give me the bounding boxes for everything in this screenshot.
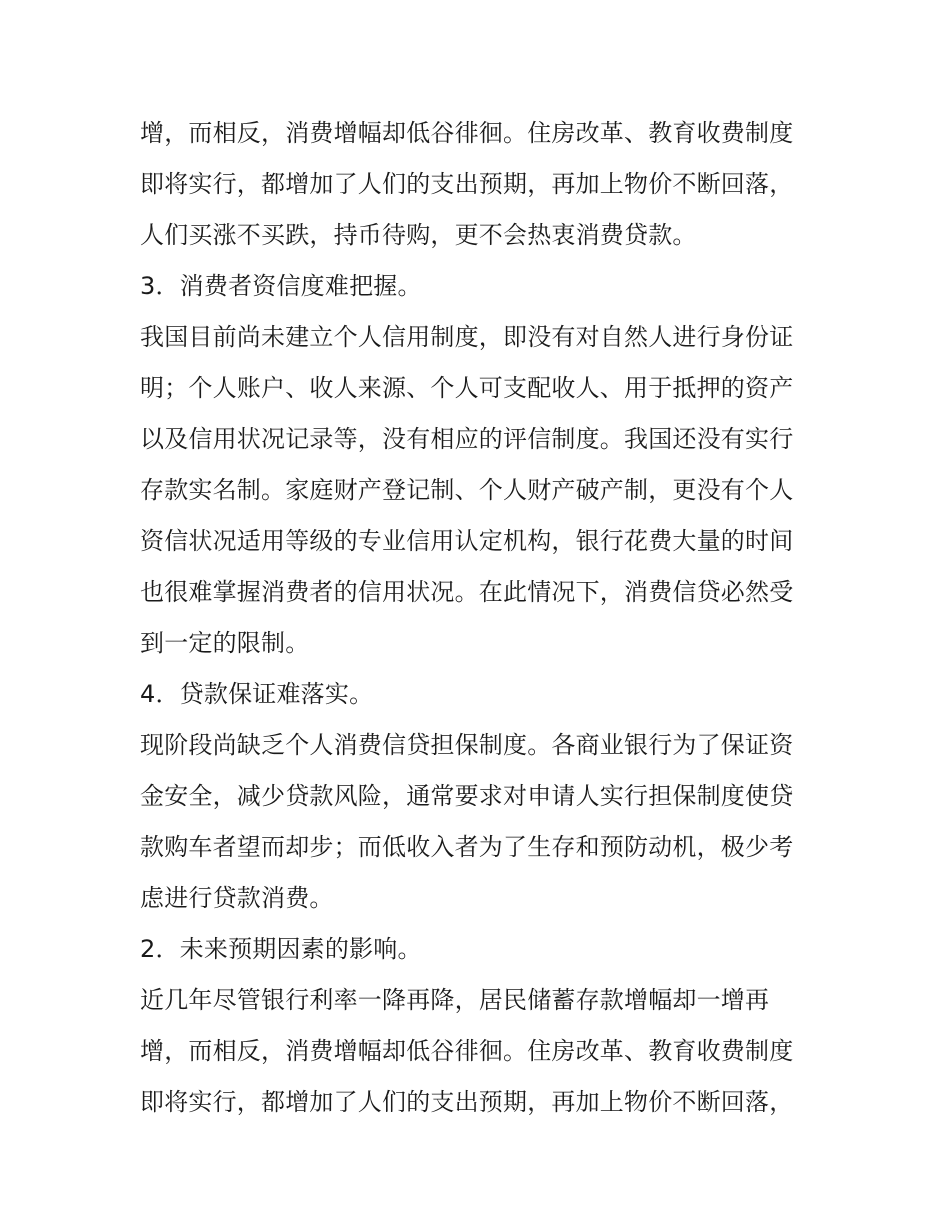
text-line: 也很难掌握消费者的信用状况。在此情况下，消费信贷必然受 bbox=[140, 578, 794, 606]
text-line: 以及信用状况记录等，没有相应的评信制度。我国还没有实行 bbox=[140, 425, 794, 453]
text-line: 现阶段尚缺乏个人消费信贷担保制度。各商业银行为了保证资 bbox=[140, 731, 794, 759]
text-line: 增，而相反，消费增幅却低谷徘徊。住房改革、教育收费制度 bbox=[140, 119, 794, 147]
text-line: 我国目前尚未建立个人信用制度，即没有对自然人进行身份证 bbox=[140, 323, 794, 351]
text-line: 虑进行贷款消费。 bbox=[140, 884, 334, 912]
text-line: 存款实名制。家庭财产登记制、个人财产破产制，更没有个人 bbox=[140, 476, 794, 504]
text-line: 人们买涨不买跌，持币待购，更不会热衷消费贷款。 bbox=[140, 221, 697, 249]
section-heading: 4．贷款保证难落实。 bbox=[140, 680, 374, 708]
text-line: 明；个人账户、收人来源、个人可支配收人、用于抵押的资产 bbox=[140, 374, 794, 402]
text-line: 金安全，减少贷款风险，通常要求对申请人实行担保制度使贷 bbox=[140, 782, 794, 810]
text-line: 近几年尽管银行利率一降再降，居民储蓄存款增幅却一增再 bbox=[140, 986, 770, 1014]
section-heading: 3．消费者资信度难把握。 bbox=[140, 272, 422, 300]
text-line: 即将实行，都增加了人们的支出预期，再加上物价不断回落， bbox=[140, 170, 794, 198]
text-line: 增，而相反，消费增幅却低谷徘徊。住房改革、教育收费制度 bbox=[140, 1037, 794, 1065]
section-heading: 2．未来预期因素的影响。 bbox=[140, 935, 422, 963]
text-line: 即将实行，都增加了人们的支出预期，再加上物价不断回落， bbox=[140, 1088, 794, 1116]
body-text bbox=[140, 108, 820, 1128]
text-line: 资信状况适用等级的专业信用认定机构，银行花费大量的时间 bbox=[140, 527, 794, 555]
text-line: 到一定的限制。 bbox=[140, 629, 310, 657]
text-line: 款购车者望而却步；而低收入者为了生存和预防动机，极少考 bbox=[140, 833, 794, 861]
